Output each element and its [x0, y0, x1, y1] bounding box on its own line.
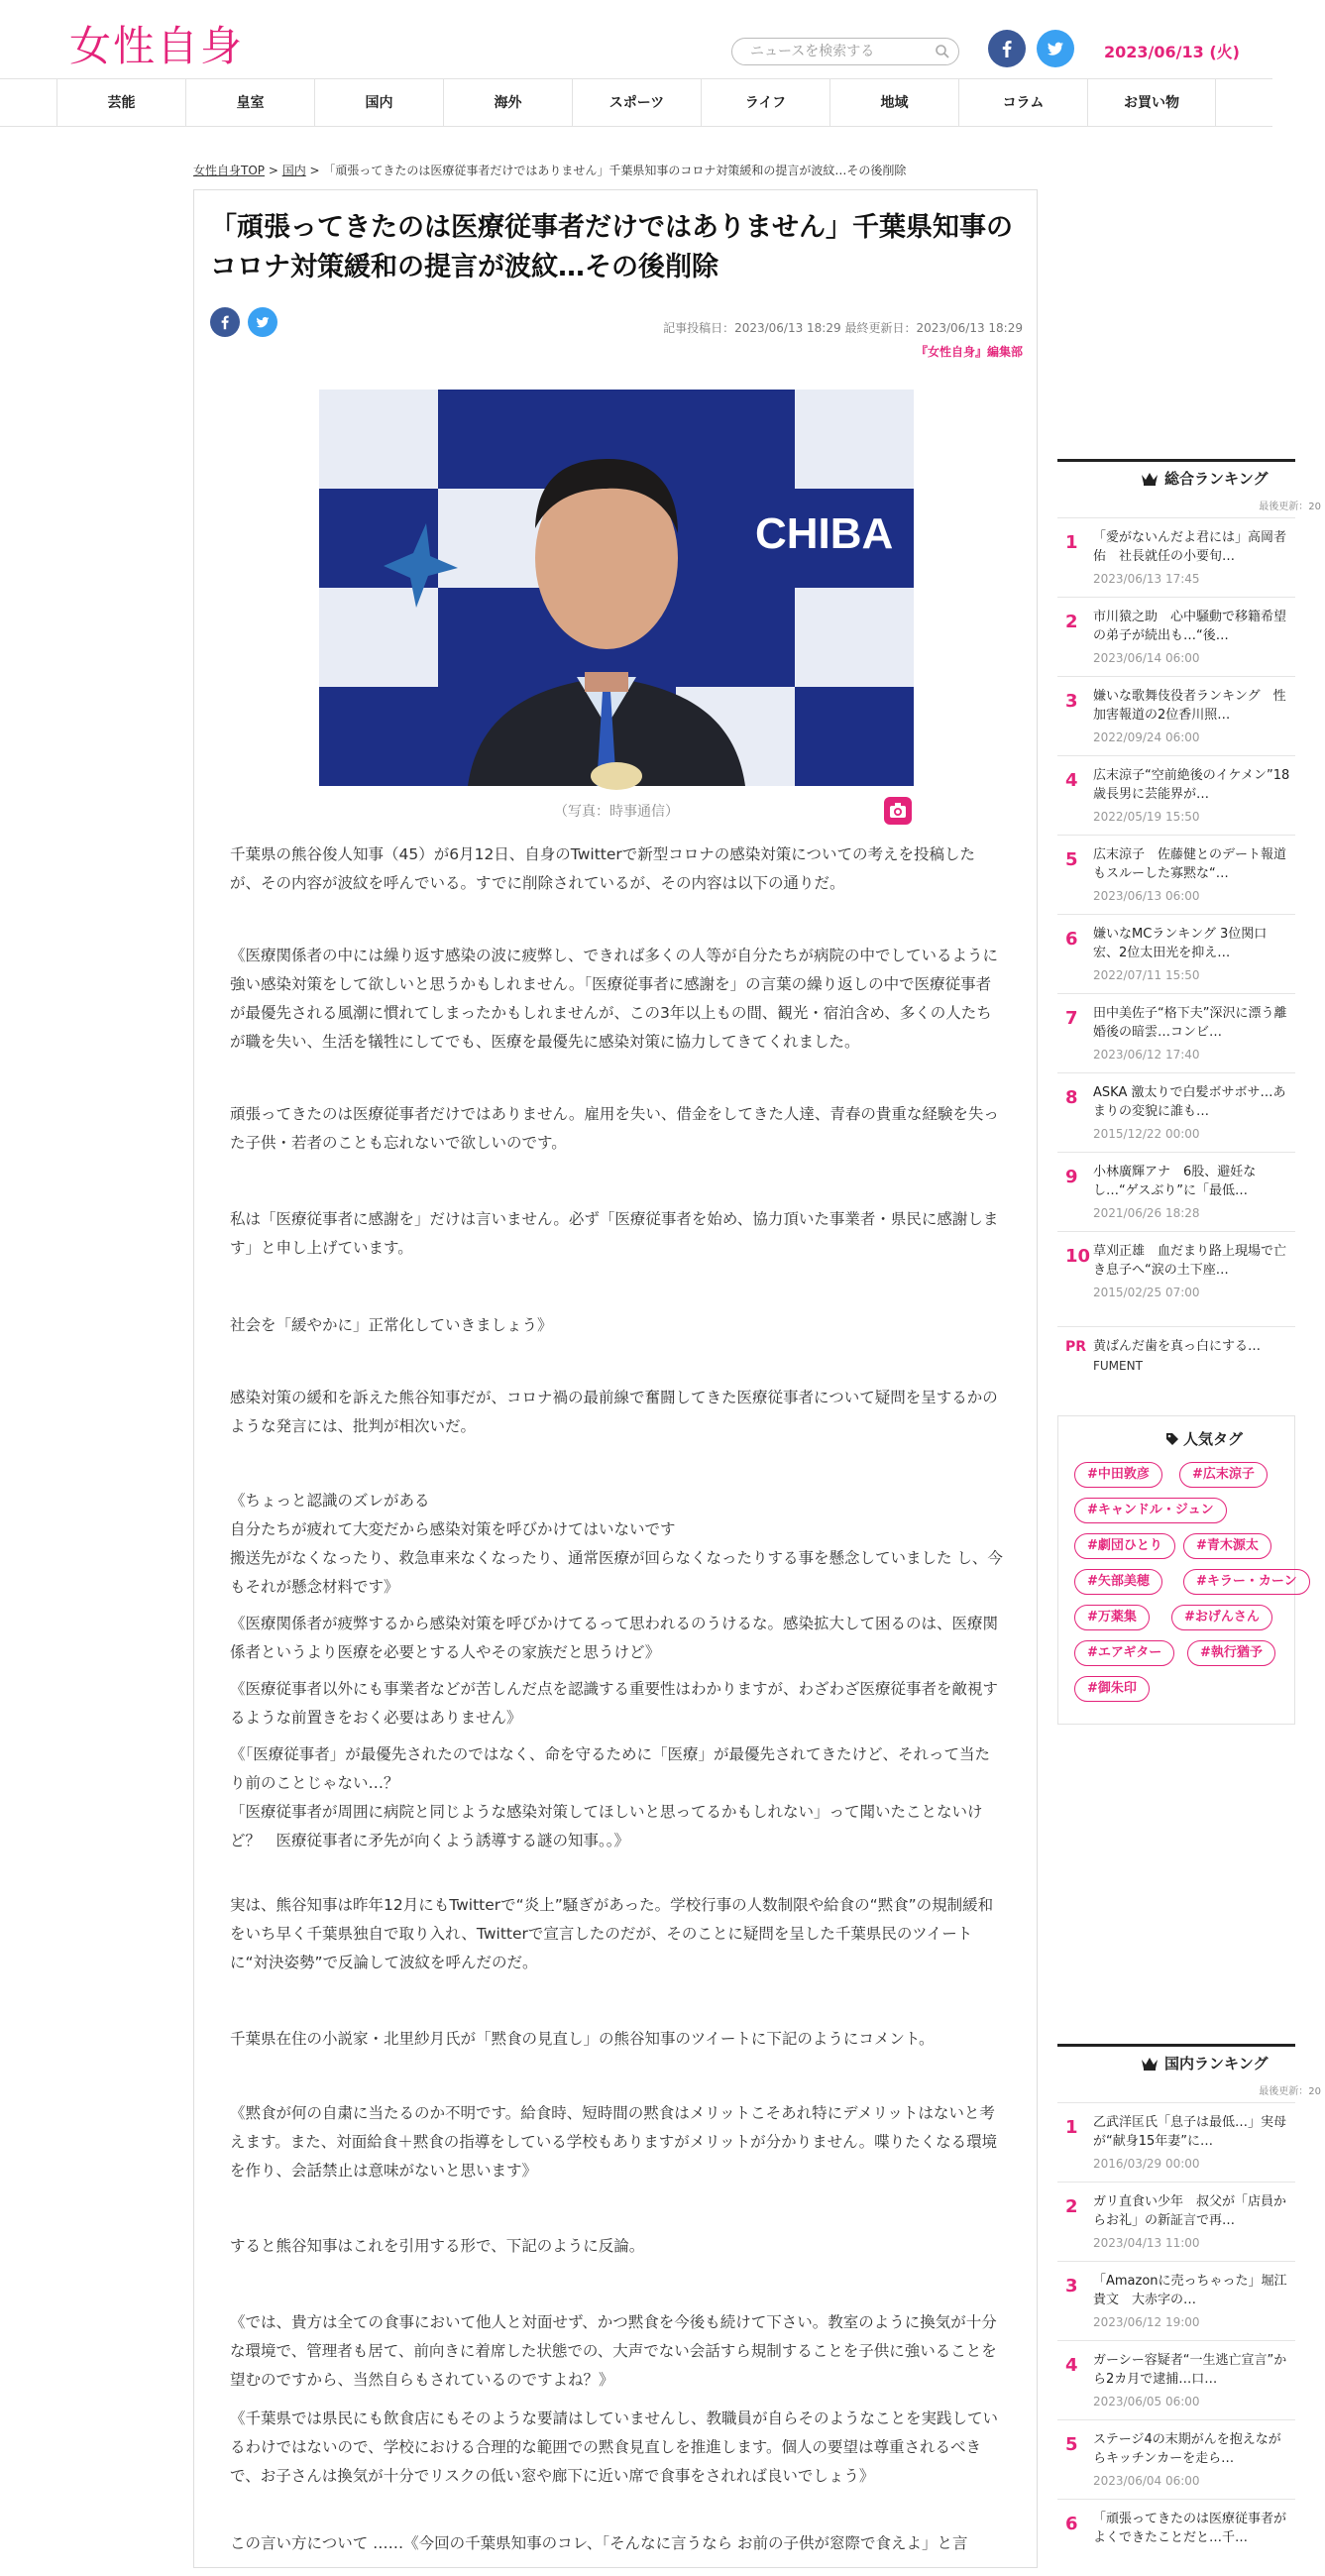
article-author[interactable]: 『女性自身』編集部 — [915, 345, 1023, 359]
ranking-date: 2023/06/14 06:00 — [1093, 651, 1200, 665]
tag-item[interactable]: #エアギター — [1074, 1640, 1174, 1666]
article-paragraph: 千葉県在住の小説家・北里紗月氏が「黙食の見直し」の熊谷知事のツイートに下記のようにコメント。 — [230, 2030, 935, 2048]
nav-item-column[interactable]: コラム — [958, 79, 1087, 127]
ranking-item[interactable] — [1057, 1152, 1295, 1229]
ranking-title: ステージ4の末期がんを抱えながらキッチンカーを走ら… — [1093, 2432, 1281, 2466]
search-input[interactable] — [750, 43, 929, 60]
breadcrumb — [193, 162, 906, 178]
tag-item[interactable]: #執行猶予 — [1187, 1640, 1275, 1666]
twitter-share-icon[interactable] — [248, 307, 277, 337]
ranking-item[interactable] — [1057, 755, 1295, 833]
ranking-number: 10 — [1065, 1246, 1091, 1267]
ranking-pr-item[interactable] — [1057, 1326, 1295, 1396]
ranking-title: 嫌いなMCランキング 3位関口宏、2位太田光を抑え… — [1093, 927, 1268, 960]
facebook-share-icon[interactable] — [210, 307, 240, 337]
ranking-date: 2022/07/11 15:50 — [1093, 968, 1200, 982]
ranking-number: 6 — [1065, 2514, 1078, 2534]
ranking-title: ガーシー容疑者“一生逃亡宣言”から2カ月で逮捕…口… — [1093, 2353, 1287, 2387]
nav-item-domestic[interactable]: 国内 — [314, 79, 443, 127]
tag-item[interactable]: #矢部美穂 — [1074, 1569, 1162, 1595]
ranking-date: 2023/06/05 06:00 — [1093, 2395, 1200, 2408]
ranking-item[interactable] — [1057, 517, 1295, 595]
breadcrumb-separator: > — [265, 164, 282, 177]
site-header — [0, 0, 1272, 79]
tag-item[interactable]: #劇団ひとり — [1074, 1533, 1175, 1559]
ranking-number: 5 — [1065, 2434, 1078, 2455]
ranking-date: 2015/02/25 07:00 — [1093, 1286, 1200, 1299]
ranking-item[interactable] — [1057, 1231, 1295, 1308]
tag-item[interactable]: #キャンドル・ジュン — [1074, 1498, 1227, 1523]
ranking-updated: 最後更新：20 — [1259, 502, 1321, 512]
ranking-item[interactable] — [1057, 835, 1295, 912]
ranking-title: 広末涼子“空前絶後のイケメン”18歳長男に芸能界が… — [1093, 768, 1290, 802]
crown-icon — [1141, 2057, 1159, 2071]
tag-item[interactable]: #青木源太 — [1183, 1533, 1271, 1559]
twitter-icon[interactable] — [1037, 30, 1074, 67]
ranking-item[interactable] — [1057, 2261, 1295, 2338]
article-paragraph: 私は「医療従事者に感謝を」だけは言いません。必ず「医療従事者を始め、協力頂いた事業者・県民に感謝します」と申し上げています。 — [230, 1210, 999, 1257]
ranking-title: 「愛がないんだよ君には」高岡者佑 社長就任の小要旬… — [1093, 530, 1287, 564]
total-ranking — [1057, 459, 1321, 1396]
ranking-number: 7 — [1065, 1008, 1078, 1029]
tag-item[interactable]: #中田敦彦 — [1074, 1462, 1162, 1488]
ranking-title: 市川猿之助 心中騒動で移籍希望の弟子が続出も…“後… — [1093, 610, 1287, 643]
ranking-date: 2022/05/19 15:50 — [1093, 810, 1200, 824]
ranking-date: 2015/12/22 00:00 — [1093, 1127, 1200, 1141]
ranking-title: 広末涼子 佐藤健とのデート報道もスルーした寡黙な“… — [1093, 847, 1287, 881]
total-ranking-heading — [1057, 462, 1295, 496]
site-logo[interactable]: 女性自身 — [69, 22, 245, 70]
article-paragraph: 《医療関係者の中には繰り返す感染の波に疲弊し、できれば多くの人等が自分たちが病院の中でしているように強い感染対策をして欲しいと思うかもしれません。「医療従事者に感謝を」の言葉の繰り返しの中で医療従事者が最優先される風潮に慣れてしまったかもしれませんが、この3年以上もの間、観光・宿泊含め、多くの人たちが職を失い、生活を犠牲にしてでも、医療を最優先に感染対策に協力してきてくれました。 — [230, 947, 999, 1051]
ranking-item[interactable] — [1057, 2499, 1295, 2576]
ranking-item[interactable] — [1057, 2102, 1295, 2180]
article-paragraph: 頑張ってきたのは医療従事者だけではありません。雇用を失い、借金をしてきた人達、青春の貴重な経験を失った子供・若者のことも忘れないで欲しいのです。 — [230, 1105, 999, 1152]
photo-sign-text: CHIBA — [755, 509, 894, 558]
ranking-number: 9 — [1065, 1167, 1078, 1187]
tag-item[interactable]: #万薬集 — [1074, 1605, 1150, 1630]
article — [193, 189, 1038, 2568]
pr-source: FUMENT — [1093, 1359, 1143, 1373]
tag-icon — [1165, 1432, 1179, 1446]
ranking-item[interactable] — [1057, 2340, 1295, 2417]
search-box[interactable] — [731, 38, 959, 65]
ranking-number: 6 — [1065, 929, 1078, 950]
ranking-number: 1 — [1065, 2117, 1078, 2138]
ranking-item[interactable] — [1057, 676, 1295, 753]
pr-label: PR — [1065, 1339, 1087, 1355]
main-nav — [0, 79, 1272, 127]
ranking-number: 3 — [1065, 2276, 1078, 2296]
ranking-number: 1 — [1065, 532, 1078, 553]
ranking-number: 4 — [1065, 2355, 1078, 2376]
ranking-updated: 最後更新：20 — [1259, 2086, 1321, 2097]
ranking-title: 「頑張ってきたのは医療従事者がよくできたことだと…千… — [1093, 2512, 1287, 2545]
article-paragraph: 千葉県の熊谷俊人知事（45）が6月12日、自身のTwitterで新型コロナの感染対策についての考えを投稿したが、その内容が波紋を呼んでいる。すでに削除されているが、その内容は以下の通りだ。 — [230, 845, 975, 892]
ranking-date: 2023/06/13 17:45 — [1093, 572, 1200, 586]
tag-item[interactable]: #キラー・カーン — [1183, 1569, 1310, 1595]
nav-item-overseas[interactable]: 海外 — [443, 79, 572, 127]
article-paragraph: 《医療関係者が疲弊するから感染対策を呼びかけてるって思われるのうけるな。感染拡大して困るのは、医療関係者というより医療を必要とする人やその家族だと思うけど》 — [230, 1615, 999, 1661]
ranking-number: 4 — [1065, 770, 1078, 791]
breadcrumb-current: 「頑張ってきたのは医療従事者だけではありません」千葉県知事のコロナ対策緩和の提言が波紋…その後削除 — [323, 164, 907, 177]
nav-item-life[interactable]: ライフ — [701, 79, 829, 127]
tag-item[interactable]: #御朱印 — [1074, 1676, 1150, 1702]
ranking-item[interactable] — [1057, 2182, 1295, 2259]
ranking-date: 2021/06/26 18:28 — [1093, 1206, 1200, 1220]
article-paragraph: 《黙食が何の自粛に当たるのか不明です。給食時、短時間の黙食はメリットこそあれ特にデメリットはないと考えます。また、対面給食＋黙食の指導をしている学校もありますがメリットが分かりません。喋りたくなる環境を作り、会話禁止は意味がないと思います》 — [230, 2104, 998, 2180]
nav-item-region[interactable]: 地域 — [829, 79, 958, 127]
ranking-number: 2 — [1065, 612, 1078, 632]
nav-item-entertainment[interactable]: 芸能 — [56, 79, 185, 127]
domestic-ranking-heading — [1057, 2047, 1295, 2080]
breadcrumb-top-link[interactable]: 女性自身TOP — [193, 164, 266, 177]
ranking-item[interactable] — [1057, 993, 1295, 1070]
popular-tags-title: 人気タグ — [1183, 1430, 1244, 1448]
breadcrumb-separator: > — [305, 164, 324, 177]
camera-icon[interactable] — [884, 797, 912, 825]
article-paragraph: 《医療従事者以外にも事業者などが苦しんだ点を認識する重要性はわかりますが、わざわざ医療従事者を敵視するような前置きをおく必要はありません》 — [230, 1680, 999, 1727]
article-paragraph: 実は、熊谷知事は昨年12月にもTwitterで“炎上”騒ぎがあった。学校行事の人数制限や給食の“黙食”の規制緩和をいち早く千葉県独自で取り入れ、Twitterで宣言したのだが、そのことに疑問を呈した千葉県民のツイートに“対決姿勢”で反論して波紋を呼んだのだ。 — [230, 1896, 994, 1971]
article-title: 「頑張ってきたのは医療従事者だけではありません」千葉県知事のコロナ対策緩和の提言が波紋…その後削除 — [210, 212, 1013, 282]
ranking-item[interactable] — [1057, 2419, 1295, 2497]
article-paragraph: 《千葉県では県民にも飲食店にもそのような要請はしていませんし、教職員が自らそのようなことを実践しているわけではないので、学校における合理的な範囲での黙食見直しを推進します。個人の要望は尊重されるべきで、お子さんは換気が十分でリスクの低い窓や廊下に近い席で食事をされれば良いでしょう》 — [230, 2409, 999, 2485]
tag-item[interactable]: #おげんさん — [1171, 1605, 1272, 1630]
photo-caption: （写真：時事通信） — [554, 804, 679, 820]
article-paragraph: 《では、貴方は全ての食事において他人と対面せず、かつ黙食を今後も続けて下さい。教室のように換気が十分な環境で、管理者も居て、前向きに着席した状態での、大声でない会話すら規制することを子供に強いることを望むのですから、当然自らもされているのですよね？》 — [230, 2313, 997, 2389]
ranking-title: 「Amazonに売っちゃった」堀江貴文 大赤字の… — [1093, 2274, 1287, 2307]
ranking-number: 8 — [1065, 1087, 1078, 1108]
nav-item-shopping[interactable]: お買い物 — [1087, 79, 1216, 127]
popular-tags — [1057, 1415, 1295, 1725]
article-paragraph: この言い方について ……《今回の千葉県知事のコレ、「そんなに言うなら お前の子供が窓際で食えよ」と言 — [230, 2534, 968, 2552]
article-paragraph: 《ちょっと認識のズレがある 自分たちが疲れて大変だから感染対策を呼びかけてはいないです 搬送先がなくなったり、救急車来なくなったり、通常医療が回らなくなったりする事を懸念していました し、今もそれが懸念材料です》 — [230, 1492, 1003, 1596]
ranking-date: 2023/06/12 19:00 — [1093, 2315, 1200, 2329]
nav-item-sports[interactable]: スポーツ — [572, 79, 701, 127]
domestic-ranking — [1057, 2044, 1321, 2559]
nav-item-imperial[interactable]: 皇室 — [185, 79, 314, 127]
pr-title: 黄ばんだ歯を真っ白にする… — [1093, 1339, 1262, 1354]
search-icon[interactable] — [935, 44, 950, 59]
domestic-ranking-title: 国内ランキング — [1164, 2055, 1269, 2072]
article-paragraph: 《「医療従事者」が最優先されたのではなく、命を守るために「医療」が最優先されてきたけど、それって当たり前のことじゃない…？ 「医療従事者が周囲に病院と同じような感染対策してほしいと思ってるかもしれない」って聞いたことないけど？ 医療従事者に矛先が向くよう誘導する謎の知事。。》 — [230, 1745, 990, 1849]
ranking-item[interactable] — [1057, 597, 1295, 674]
facebook-icon[interactable] — [988, 30, 1026, 67]
ranking-date: 2022/09/24 06:00 — [1093, 730, 1200, 744]
ranking-title: 嫌いな歌舞伎役者ランキング 性加害報道の2位香川照… — [1093, 689, 1286, 723]
ranking-title: 乙武洋匡氏「息子は最低…」実母が“献身15年妻”に… — [1093, 2115, 1287, 2149]
ranking-date: 2023/04/13 11:00 — [1093, 2236, 1200, 2250]
article-paragraph: 感染対策の緩和を訴えた熊谷知事だが、コロナ禍の最前線で奮闘してきた医療従事者について疑問を呈するかのような発言には、批判が相次いだ。 — [230, 1389, 998, 1435]
crown-icon — [1141, 472, 1159, 486]
ranking-number: 3 — [1065, 691, 1078, 712]
article-paragraph: すると熊谷知事はこれを引用する形で、下記のように反論。 — [230, 2237, 645, 2255]
total-ranking-title: 総合ランキング — [1164, 470, 1269, 488]
tag-item[interactable]: #広末涼子 — [1179, 1462, 1268, 1488]
ranking-number: 5 — [1065, 849, 1078, 870]
ranking-title: ASKA 激太りで白髪ボサボサ…あまりの変貌に誰も… — [1093, 1085, 1286, 1119]
ranking-number: 2 — [1065, 2196, 1078, 2217]
post-date: 記事投稿日：2023/06/13 18:29 最終更新日：2023/06/13 18:29 — [663, 321, 1023, 335]
article-photo[interactable] — [319, 390, 914, 786]
ranking-date: 2023/06/13 06:00 — [1093, 889, 1200, 903]
ranking-date: 2023/06/04 06:00 — [1093, 2474, 1200, 2488]
ranking-item[interactable] — [1057, 1072, 1295, 1150]
ranking-title: 小林廣輝アナ 6股、避妊なし…“ゲスぶり”に「最低… — [1093, 1165, 1257, 1198]
ranking-title: 田中美佐子“格下夫”深沢に漂う離婚後の暗雲…コンビ… — [1093, 1006, 1287, 1040]
ranking-title: ガリ直食い少年 叔父が「店員からお礼」の新証言で再… — [1093, 2194, 1287, 2228]
ranking-date: 2016/03/29 00:00 — [1093, 2157, 1200, 2171]
ranking-item[interactable] — [1057, 914, 1295, 991]
ranking-date: 2023/06/12 17:40 — [1093, 1048, 1200, 1062]
current-date: 2023/06/13 (火) — [1104, 43, 1240, 61]
article-paragraph: 社会を「緩やかに」正常化していきましょう》 — [230, 1316, 553, 1334]
ranking-title: 草刈正雄 血だまり路上現場で亡き息子へ“涙の土下座… — [1093, 1244, 1287, 1278]
popular-tags-heading — [1165, 1428, 1243, 1449]
breadcrumb-domestic-link[interactable]: 国内 — [281, 164, 306, 177]
